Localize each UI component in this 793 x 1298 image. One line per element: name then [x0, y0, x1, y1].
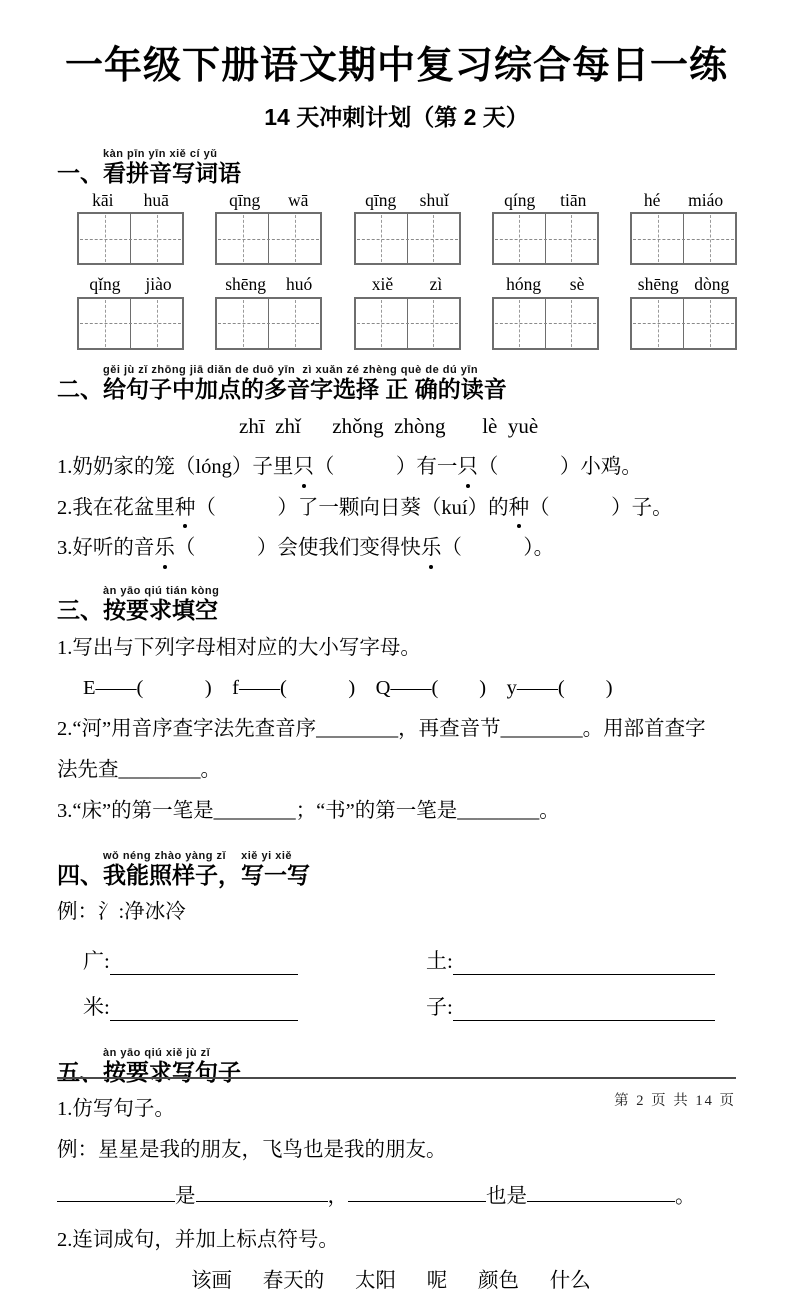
section-5-title: 按要求写句子 — [103, 1058, 241, 1085]
writing-grid-box — [630, 297, 737, 350]
writing-grid-box — [630, 212, 737, 265]
writing-grid-box — [492, 212, 599, 265]
section-2-heading — [57, 364, 736, 403]
section-4-example: 例：氵:净冰冷 — [57, 901, 186, 924]
section-5-pinyin: àn yāo qiú xiě jù zǐ — [103, 1046, 211, 1059]
section-4-pinyin: wǒ néng zhào yàng zǐ xiě yi xiě — [103, 849, 292, 862]
text-segment: 1.奶奶家的笼（lóng）子里 — [57, 455, 294, 478]
section-1-pinyin: kàn pīn yīn xiě cí yǔ — [103, 148, 218, 160]
pinyin-word-group — [630, 189, 737, 266]
section-3-heading — [57, 585, 736, 624]
sentence-3 — [57, 533, 736, 565]
pinyin-word-group — [492, 189, 599, 266]
dotted-char: 乐 — [421, 533, 442, 565]
sentence-2 — [57, 493, 736, 525]
text-segment: 也是 — [486, 1185, 527, 1208]
pinyin-box-row-2 — [77, 273, 737, 350]
pinyin-word-group — [630, 273, 737, 350]
radical-item — [83, 991, 426, 1021]
pinyin-word-group — [77, 273, 184, 350]
letter-case-fill-line: E——( ) f——( ) Q——( ) y——( ) — [83, 677, 613, 700]
radical-row-1 — [57, 945, 736, 975]
page-footer — [57, 1077, 736, 1110]
writing-grid-box — [492, 297, 599, 350]
pinyin-word-group — [492, 273, 599, 350]
text-segment: 是 — [175, 1185, 196, 1208]
sentence-fill-line — [57, 1181, 736, 1213]
text-segment: （ ）了一颗向日葵（kuí）的 — [195, 496, 509, 519]
text-segment: （ ）小鸡。 — [477, 455, 642, 478]
section-4-heading — [57, 850, 736, 889]
pinyin-word-group — [215, 273, 322, 350]
pinyin-label: qīng wā — [229, 189, 309, 210]
section-3-item-1: 1.写出与下列字母相对应的大小写字母。 — [57, 636, 421, 659]
pinyin-label: shēng huó — [225, 274, 313, 295]
writing-grid-box — [77, 212, 184, 265]
writing-grid-box — [215, 297, 322, 350]
section-5-example: 例：星星是我的朋友，飞鸟也是我的朋友。 — [57, 1139, 447, 1162]
radical-row-2 — [57, 991, 736, 1021]
pinyin-label: shēng dòng — [637, 274, 730, 295]
section-3-item-2-line-2: 法先查________。 — [57, 758, 221, 781]
page-title: 一年级下册语文期中复习综合每日一练 — [64, 45, 728, 87]
section-2-pinyin: gěi jù zǐ zhōng jiā diǎn de duō yīn zì xuǎn zé zhèng què de dú yīn — [103, 363, 479, 376]
pinyin-label: qíng tiān — [504, 189, 587, 210]
blank-line — [57, 1181, 175, 1203]
text-segment: 。 — [675, 1185, 696, 1208]
pinyin-label: hé miáo — [643, 189, 724, 210]
pinyin-word-group — [77, 189, 184, 266]
section-1-number: 一、 — [57, 160, 103, 187]
dotted-char: 种 — [509, 493, 530, 525]
blank-line — [453, 999, 715, 1021]
dotted-char: 种 — [175, 493, 196, 525]
section-4-number: 四、 — [57, 861, 103, 888]
pinyin-word-group — [215, 189, 322, 266]
pinyin-label: xiě zì — [371, 274, 443, 295]
blank-line — [110, 953, 298, 975]
page-subtitle: 14 天冲刺计划（第 2 天） — [264, 104, 529, 130]
writing-grid-box — [77, 297, 184, 350]
radical-item — [426, 991, 715, 1021]
text-segment: 3.好听的音 — [57, 537, 155, 560]
section-3-pinyin: àn yāo qiú tián kòng — [103, 585, 220, 598]
text-segment: （ ）。 — [441, 537, 555, 560]
section-3-title: 按要求填空 — [103, 597, 218, 624]
section-3-item-2-line-1: 2.“河”用音序查字法先查音序________，再查音节________。用部首查字 — [57, 718, 706, 741]
writing-grid-box — [354, 212, 461, 265]
section-2-title: 给句子中加点的多音字选择 正 确的读音 — [103, 375, 507, 402]
blank-line — [196, 1181, 328, 1203]
text-segment: 2.我在花盆里 — [57, 496, 175, 519]
pinyin-label: qīng shuǐ — [365, 189, 449, 210]
writing-grid-box — [215, 212, 322, 265]
section-1-title: 看拼音写词语 — [103, 160, 241, 187]
radical-label: 子: — [426, 994, 453, 1019]
radical-label: 广: — [83, 948, 110, 973]
pronunciation-options-line: zhī zhǐ zhǒng zhòng lè yuè — [239, 414, 539, 439]
pinyin-label: kāi huā — [92, 189, 169, 210]
section-3-item-3: 3.“床”的第一笔是________；“书”的第一笔是________。 — [57, 799, 560, 822]
text-segment: （ ）子。 — [529, 496, 673, 519]
dotted-char: 只 — [457, 452, 478, 484]
text-segment: （ ）会使我们变得快 — [174, 537, 421, 560]
dotted-char: 只 — [293, 452, 314, 484]
text-segment: ， — [327, 1185, 348, 1208]
pinyin-word-group — [354, 189, 461, 266]
dotted-char: 乐 — [154, 533, 175, 565]
pinyin-box-row-1 — [77, 189, 737, 266]
blank-line — [110, 999, 298, 1021]
section-2-number: 二、 — [57, 375, 103, 402]
word-bank-line: 该画 春天的 太阳 呢 颜色 什么 — [191, 1269, 591, 1292]
pinyin-word-group — [354, 273, 461, 350]
blank-line — [348, 1181, 486, 1203]
page-number: 第 2 页 共 14 页 — [614, 1093, 736, 1109]
section-5-item-1: 1.仿写句子。 — [57, 1098, 175, 1121]
radical-label: 土: — [426, 948, 453, 973]
sentence-1 — [57, 452, 736, 484]
writing-grid-box — [354, 297, 461, 350]
section-1-heading — [57, 148, 736, 187]
blank-line — [527, 1181, 675, 1203]
section-4-title: 我能照样子，写一写 — [103, 861, 310, 888]
section-3-number: 三、 — [57, 597, 103, 624]
section-5-number: 五、 — [57, 1058, 103, 1085]
footer-divider — [57, 1077, 736, 1079]
text-segment: （ ）有一 — [313, 455, 458, 478]
radical-item — [83, 945, 426, 975]
radical-item — [426, 945, 715, 975]
pinyin-label: qǐng jiào — [89, 274, 172, 295]
blank-line — [453, 953, 715, 975]
pinyin-label: hóng sè — [506, 274, 585, 295]
radical-label: 米: — [83, 994, 110, 1019]
section-5-item-2: 2.连词成句，并加上标点符号。 — [57, 1229, 339, 1252]
